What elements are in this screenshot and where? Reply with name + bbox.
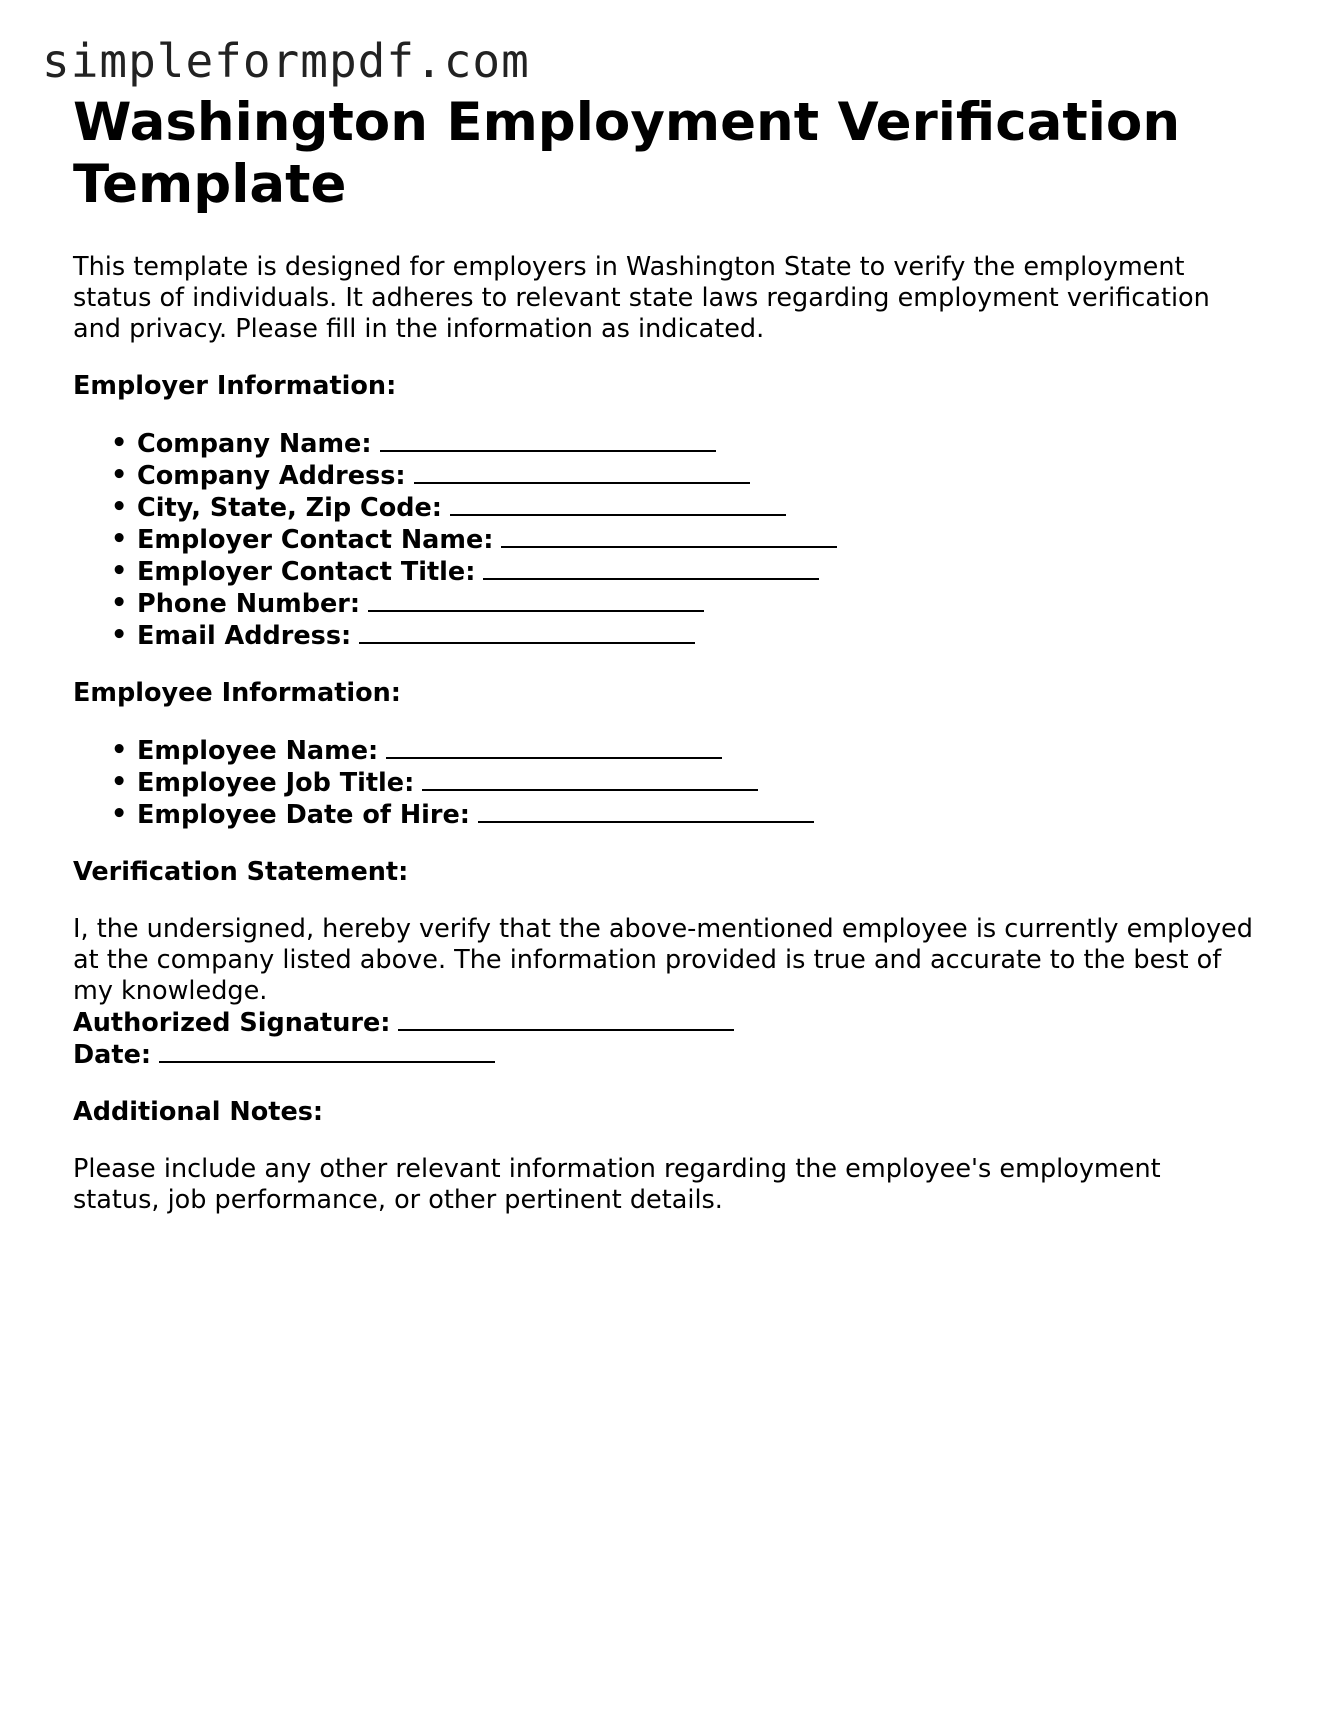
- field-label: Email Address:: [137, 621, 352, 651]
- field-label: Employer Contact Name:: [137, 525, 494, 555]
- field-label: City, State, Zip Code:: [137, 493, 443, 523]
- field-employee-job-title: [111, 767, 1253, 799]
- city-state-zip-blank[interactable]: [450, 492, 786, 516]
- employee-section-heading: Employee Information:: [73, 678, 402, 708]
- phone-number-blank[interactable]: [368, 588, 704, 612]
- field-company-name: [111, 428, 1253, 460]
- date-blank[interactable]: [159, 1039, 495, 1063]
- field-label: Employer Contact Title:: [137, 557, 476, 587]
- verification-statement: I, the undersigned, hereby verify that the above-mentioned employee is currently employed at the company listed above. The information provided is true and accurate to the best of my knowledge.: [73, 914, 1253, 1006]
- signature-blank[interactable]: [398, 1007, 734, 1031]
- field-label: Phone Number:: [137, 589, 361, 619]
- employer-contact-title-blank[interactable]: [483, 556, 819, 580]
- watermark: simpleformpdf.com: [42, 34, 530, 88]
- field-company-address: [111, 460, 1253, 492]
- field-email-address: [111, 620, 1253, 652]
- field-employee-name: [111, 735, 1253, 767]
- field-employer-contact-title: [111, 556, 1253, 588]
- field-label: Company Name:: [137, 429, 372, 459]
- employee-field-list: [73, 735, 1253, 831]
- page-title: Washington Employment Verification Template: [73, 92, 1181, 215]
- notes-section-heading: Additional Notes:: [73, 1097, 324, 1127]
- authorized-signature-field: [73, 1007, 1253, 1039]
- company-address-blank[interactable]: [414, 460, 750, 484]
- employee-name-blank[interactable]: [386, 735, 722, 759]
- employer-section-heading: Employer Information:: [73, 371, 397, 401]
- date-field: [73, 1039, 1253, 1071]
- employer-field-list: [73, 428, 1253, 652]
- notes-paragraph: Please include any other relevant information regarding the employee's employment status, job performance, or other pertinent details.: [73, 1154, 1161, 1215]
- field-employee-date-of-hire: [111, 799, 1253, 831]
- field-label: Company Address:: [137, 461, 406, 491]
- field-label: Employee Date of Hire:: [137, 800, 470, 830]
- document-page: [73, 92, 1253, 1216]
- employee-job-title-blank[interactable]: [422, 767, 758, 791]
- field-label: Employee Name:: [137, 736, 379, 766]
- signature-label: Authorized Signature:: [73, 1008, 391, 1038]
- email-address-blank[interactable]: [359, 620, 695, 644]
- employee-date-of-hire-blank[interactable]: [478, 799, 814, 823]
- verification-section-heading: Verification Statement:: [73, 857, 409, 887]
- employer-contact-name-blank[interactable]: [501, 524, 837, 548]
- company-name-blank[interactable]: [380, 428, 716, 452]
- field-city-state-zip: [111, 492, 1253, 524]
- field-phone-number: [111, 588, 1253, 620]
- field-employer-contact-name: [111, 524, 1253, 556]
- field-label: Employee Job Title:: [137, 768, 415, 798]
- intro-paragraph: This template is designed for employers in Washington State to verify the employment status of individuals. It adheres to relevant state laws regarding employment verification and privacy. Please fill in the information as indicated.: [73, 252, 1210, 344]
- date-label: Date:: [73, 1040, 152, 1070]
